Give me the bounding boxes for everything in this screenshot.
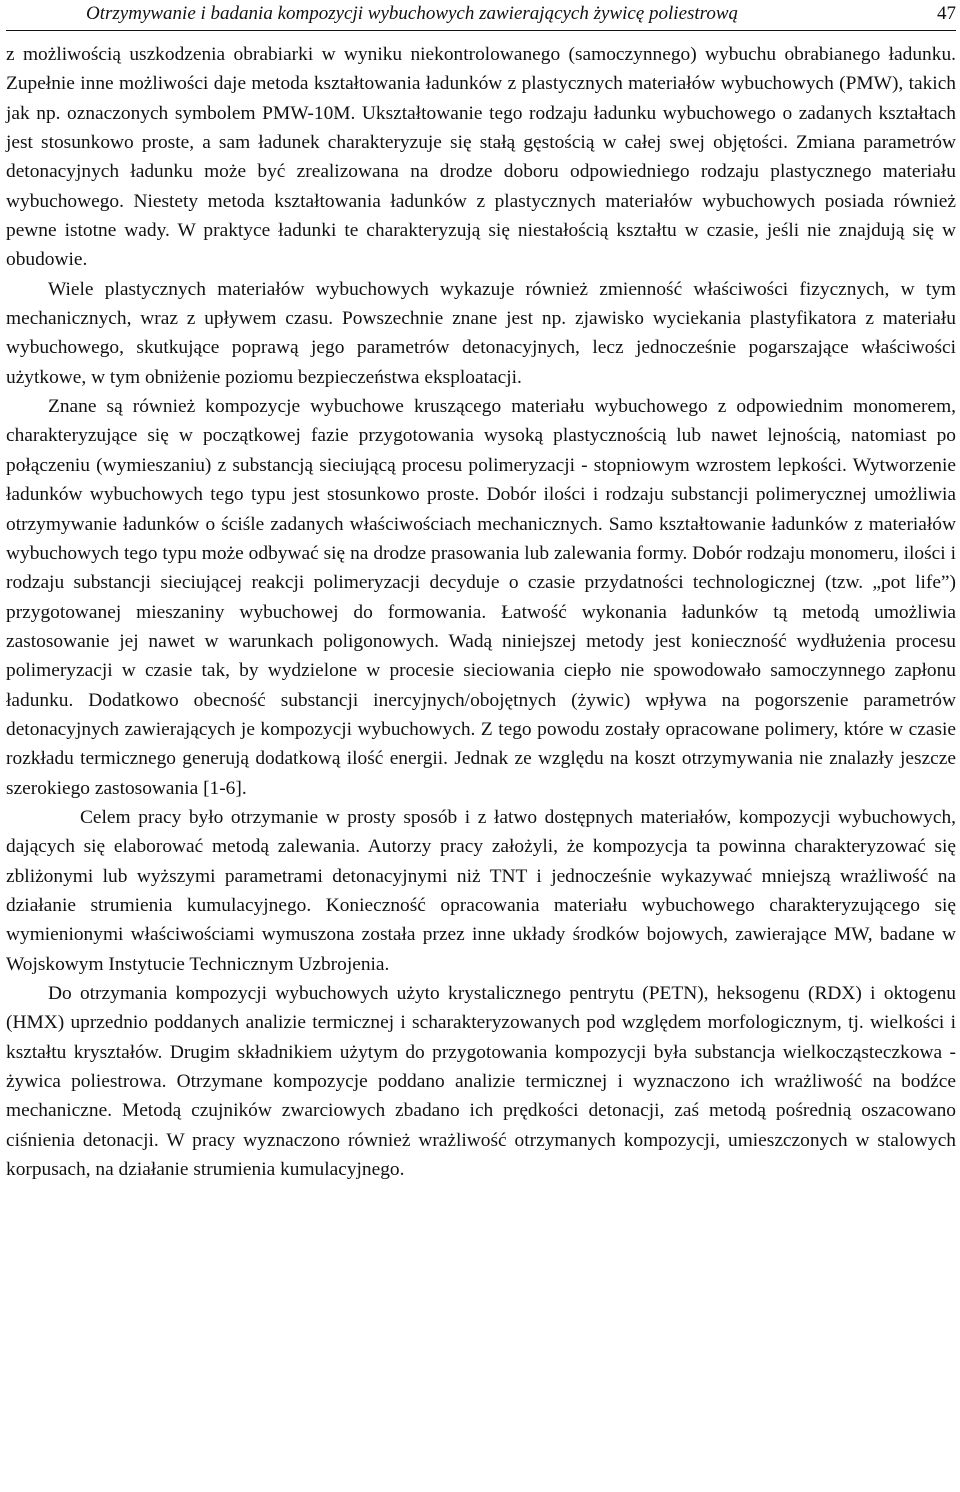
paragraph-5: Do otrzymania kompozycji wybuchowych użyto krystalicznego pentrytu (PETN), heksogenu (RDX) i oktogenu (HMX) uprzednio poddanych analizie termicznej i scharakteryzowanych pod względem morfologicznym, tj. wielkości i kształtu kryształów. Drugim składnikiem użytym do przygotowania kompozycji była substancja wielkocząsteczkowa - żywica poliestrowa. Otrzymane kompozycje poddano analizie termicznej i wyznaczono ich wrażliwość na bodźce mechaniczne. Metodą czujników zwarciowych zbadano ich prędkości detonacji, zaś metodą pośrednią oszacowano ciśnienia detonacji. W pracy wyznaczono również wrażliwość otrzymanych kompozycji, umieszczonych w stalowych korpusach, na działanie strumienia kumulacyjnego. (6, 983, 956, 1181)
page-number: 47 (937, 3, 956, 24)
paragraph-4: Celem pracy było otrzymanie w prosty sposób i z łatwo dostępnych materiałów, kompozycji wybuchowych, dających się elaborować metodą zalewania. Autorzy pracy założyli, że kompozycja ta powinna charakteryzować się zbliżonymi lub wyższymi parametrami detonacyjnymi niż TNT i jednocześnie wykazywać mniejszą wrażliwość na działanie strumienia kumulacyjnego. Konieczność opracowania materiału wybuchowego charakteryzującego się wymienionymi właściwościami wymuszona została przez inne układy środków bojowych, zawierające MW, badane w Wojskowym Instytucie Technicznym Uzbrojenia. (6, 806, 956, 975)
paragraph-3: Znane są również kompozycje wybuchowe kruszącego materiału wybuchowego z odpowiednim monomerem, charakteryzujące się w początkowej fazie przygotowania wysoką plastycznością lub nawet lejnością, natomiast po połączeniu (wymieszaniu) z substancją sieciującą procesu polimeryzacji - stopniowym wzrostem lepkości. Wytworzenie ładunków wybuchowych tego typu jest stosunkowo proste. Dobór ilości i rodzaju substancji polimerycznej umożliwia otrzymywanie ładunków o ściśle zadanych właściwościach mechanicznych. Samo kształtowanie ładunków z materiałów wybuchowych tego typu może odbywać się na drodze prasowania lub zalewania formy. Dobór rodzaju monomeru, ilości i rodzaju substancji sieciującej reakcji polimeryzacji decyduje o czasie przydatności technologicznej (tzw. „pot life”) przygotowanej mieszaniny wybuchowej do formowania. Łatwość wykonania ładunków tą metodą umożliwia zastosowanie jej nawet w warunkach poligonowych. Wadą niniejszej metody jest konieczność wydłużenia procesu polimeryzacji w czasie tak, by wydzielone w procesie sieciowania ciepło nie spowodowało samoczynnego zapłonu ładunku. Dodatkowo obecność substancji inercyjnych/obojętnych (żywic) wpływa na pogorszenie parametrów detonacyjnych zawierających je kompozycji wybuchowych. Z tego powodu zostały opracowane polimery, które w czasie rozkładu termicznego generują dodatkową ilość energii. Jednak ze względu na koszt otrzymywania nie znalazły jeszcze szerokiego zastosowania [1-6]. (6, 396, 956, 799)
paragraph-1: z możliwością uszkodzenia obrabiarki w wyniku niekontrolowanego (samoczynnego) wybuchu obrabianego ładunku. Zupełnie inne możliwości daje metoda kształtowania ładunków z plastycznych materiałów wybuchowych (PMW), takich jak np. oznaczonych symbolem PMW-10M. Ukształtowanie tego rodzaju ładunku wybuchowego o zadanych kształtach jest stosunkowo proste, a sam ładunek charakteryzuje się stałą gęstością w całej swej objętości. Zmiana parametrów detonacyjnych ładunku może być zrealizowana na drodze doboru odpowiedniego rodzaju plastycznego materiału wybuchowego. Niestety metoda kształtowania ładunków z plastycznych materiałów wybuchowych posiada również pewne istotne wady. W praktyce ładunki te charakteryzują się niestałością kształtu w czasie, jeśli nie znajdują się w obudowie. (6, 44, 956, 271)
running-header (6, 0, 956, 31)
body-text (6, 40, 956, 1184)
paragraph-2: Wiele plastycznych materiałów wybuchowych wykazuje również zmienność właściwości fizycznych, w tym mechanicznych, wraz z upływem czasu. Powszechnie znane jest np. zjawisko wyciekania plastyfikatora z materiału wybuchowego, skutkujące poprawą jego parametrów detonacyjnych, lecz jednocześnie pogarszające właściwości użytkowe, w tym obniżenie poziomu bezpieczeństwa eksploatacji. (6, 278, 956, 388)
running-title: Otrzymywanie i badania kompozycji wybuchowych zawierających żywicę poliestrową (86, 3, 739, 24)
